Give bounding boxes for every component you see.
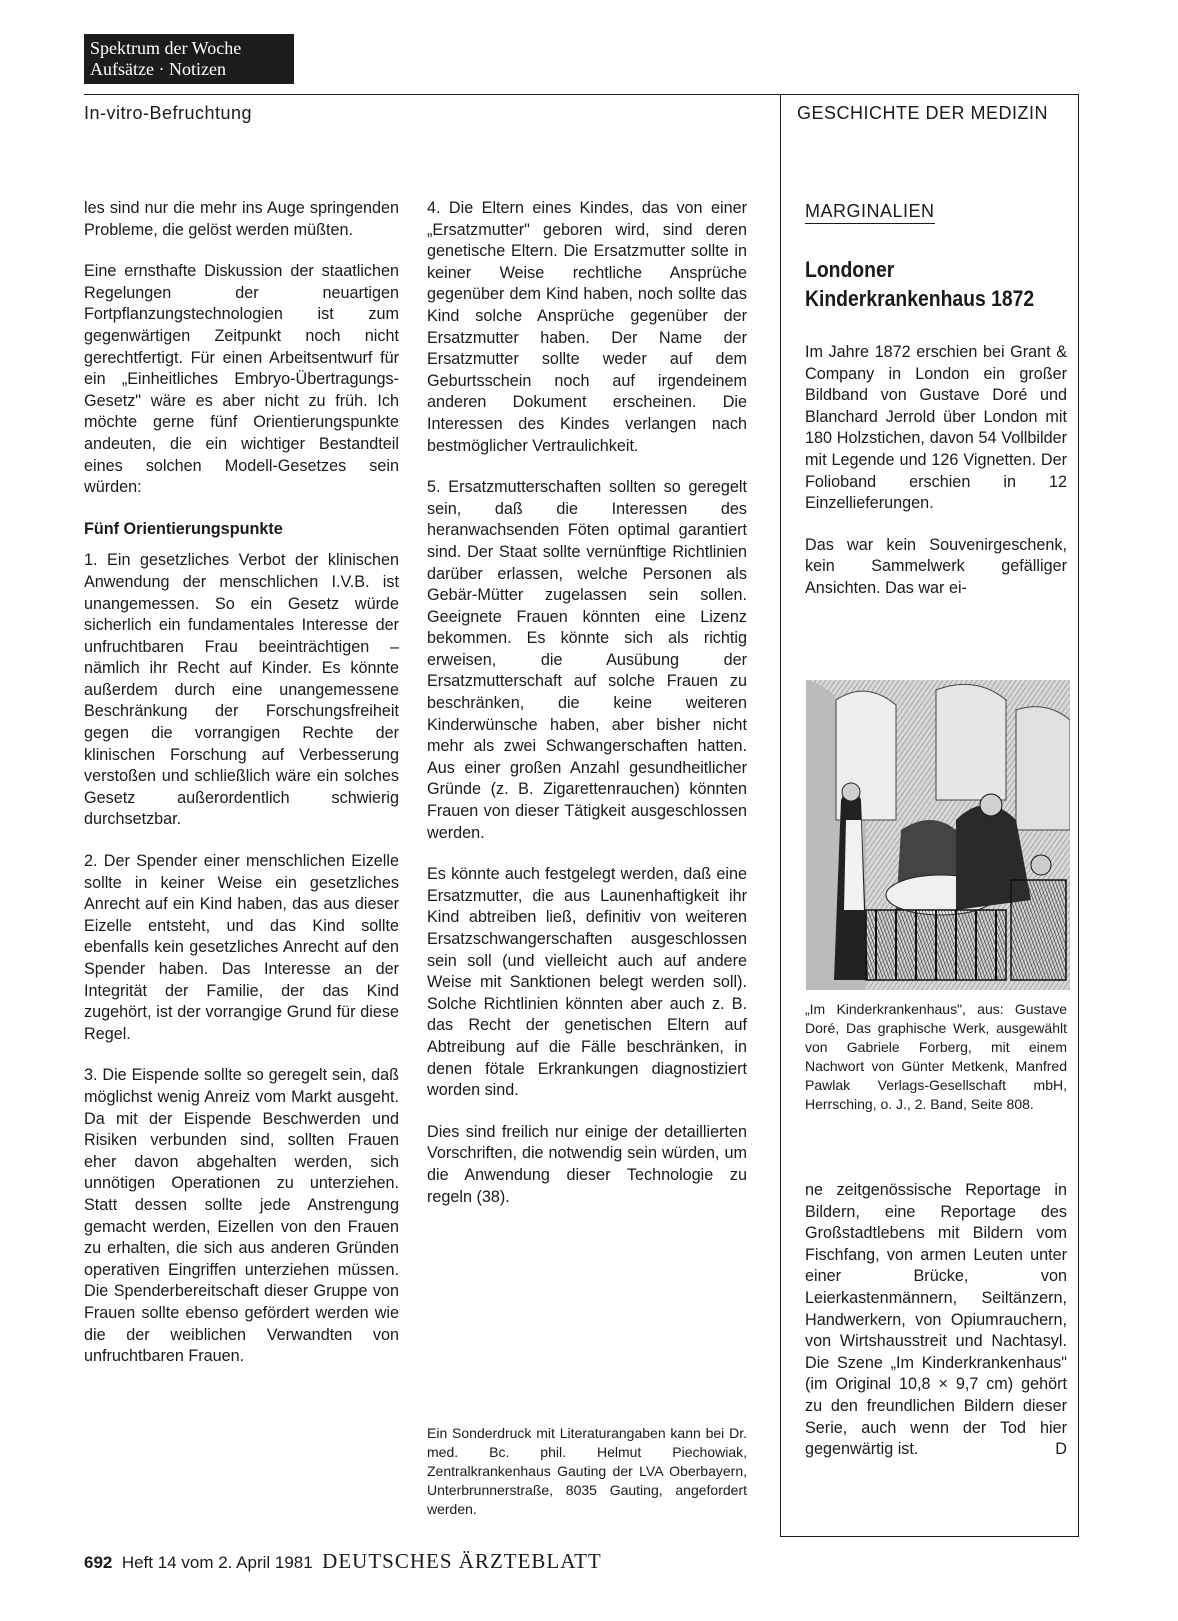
paragraph: Das war kein Souvenirgeschenk, kein Sammelwerk gefälliger Ansichten. Das war ei-: [805, 535, 1067, 597]
hospital-engraving-image: [806, 680, 1070, 990]
paragraph: [805, 1180, 1067, 1461]
sidebar-paragraph: ne zeitgenössische Reportage in Bildern, eine Reportage des Großstadtlebens mit Bildern vom Fischfang, von armen Leuten unter einer Brücke, von Leierkastenmännern, Seiltänzern, Handwerkern, von Opiumrauchern, von Wirtshausstreit und Nachtasyl. Die Szene „Im Kinderkrankenhaus" (im Original 10,8 × 9,7 cm) gehört zu den freundlichen Bildern dieser Serie, auch wenn der Tod hier gegenwärtig ist.: [805, 1181, 1067, 1459]
sidebar-label: MARGINALIEN: [805, 201, 935, 224]
paragraph: 4. Die Eltern eines Kindes, das von einer „Ersatzmutter" geboren wird, sind deren genetische Eltern. Die Ersatzmutter sollte in keiner Weise rechtliche Ansprüche gegenüber dem Kind haben, noch sollte das Kind solche Ansprüche gegenüber der Ersatzmutter haben. Der Name der Ersatzmutter sollte weder auf dem Geburtsschein noch auf irgendeinem anderen Dokument erscheinen. Die Interessen des Kindes verlangen nach bestmöglicher Vertraulichkeit.: [427, 199, 747, 455]
sidebar-title: [805, 255, 1043, 313]
author-signature: D: [1055, 1440, 1067, 1459]
section-badge-line2: Aufsätze · Notizen: [90, 59, 226, 79]
paragraph: les sind nur die mehr ins Auge springenden Probleme, die gelöst werden müßten.: [84, 199, 399, 239]
sidebar-title-line2: Kinderkrankenhaus 1872: [805, 286, 1035, 311]
sidebar-text-top: [805, 342, 1067, 620]
page-footer: [84, 1549, 602, 1574]
paragraph: 1. Ein gesetzliches Verbot der klinischen Anwendung der menschlichen I.V.B. ist unangemessen. So ein Gesetz würde sicherlich ein fundamentales Interesse der unfruchtbaren Frau beeinträchtigen – nämlich ihr Recht auf Kinder. Es könnte außerdem durch eine unangemessene Beschränkung der Forschungsfreiheit gegen die vorrangigen Rechte der klinischen Forschung auf Verbesserung verstoßen und schließlich wäre ein solches Gesetz außerordentlich schwierig durchsetzbar.: [84, 551, 399, 829]
topic-heading: In-vitro-Befruchtung: [84, 103, 253, 123]
reprint-footnote: Ein Sonderdruck mit Literaturangaben kann bei Dr. med. Bc. phil. Helmut Piechowiak, Zentralkrankenhaus Gauting der LVA Oberbayern, Unterbrunnerstraße, 8035 Gauting, angefordert werden.: [427, 1425, 747, 1517]
section-badge-line1: Spektrum der Woche: [90, 38, 242, 58]
paragraph: Es könnte auch festgelegt werden, daß eine Ersatzmutter, die aus Launenhaftigkeit ihr Kind abtreiben ließ, definitiv von weiteren Ersatzschwangerschaften ausgeschlossen sein soll (und vielleicht auch auf andere Weise mit Sanktionen belegt werden soll). Solche Richtlinien könnten aber auch z. B. das Recht der genetischen Eltern auf Abtreibung auf die Fälle beschränken, in denen fötale Erkrankungen diagnostiziert worden sind.: [427, 865, 747, 1100]
subheading: Fünf Orientierungspunkte: [84, 519, 283, 538]
section-badge: [84, 34, 294, 84]
magazine-name: DEUTSCHES ÄRZTEBLATT: [322, 1549, 602, 1573]
sidebar-text-bottom: [805, 1180, 1067, 1461]
paragraph: Eine ernsthafte Diskussion der staatlichen Regelungen der neuartigen Fortpflanzungstechnologien ist zum gegenwärtigen Zeitpunkt noch nicht gerechtfertigt. Für einen Arbeitsentwurf für ein „Einheitliches Embryo-Übertragungs-Gesetz" wäre es aber nicht zu früh. Ich möchte gerne fünf Orientierungspunkte andeuten, die ein wichtiger Bestandteil eines solchen Modell-Gesetzes sein würden:: [84, 262, 399, 497]
sidebar-title-line1: Londoner: [805, 257, 895, 282]
sidebar-section-head: GESCHICHTE DER MEDIZIN: [797, 103, 1049, 123]
issue-info: Heft 14 vom 2. April 1981: [121, 1553, 313, 1572]
paragraph: 2. Der Spender einer menschlichen Eizelle sollte in keiner Weise ein gesetzliches Anrecht auf ein Kind haben, das aus dieser Eizelle entsteht, und das Kind sollte ebenfalls kein gesetzliches Anrecht auf den Spender haben. Das Interesse an der Integrität der Familie, der das Kind zugehört, ist der vorrangige Grund für diese Regel.: [84, 852, 399, 1043]
article-column-2: [427, 198, 747, 1228]
article-column-1: [84, 198, 399, 1388]
paragraph: 3. Die Eispende sollte so geregelt sein, daß möglichst wenig Anreiz vom Markt ausgeht. Da mit der Eispende Beschwerden und Risiken verbunden sind, sollten Frauen eher davon abgehalten werden, sich unnötigen Operationen zu unterziehen. Statt dessen sollte jede Anstrengung gemacht werden, Eizellen von den Frauen zu erhalten, die sich aus anderen Gründen operativen Eingriffen unterziehen müssen. Die Spenderbereitschaft dieser Gruppe von Frauen sollte ebenso gefördert werden wie die der weiblichen Verwandten von unfruchtbaren Frauen.: [84, 1066, 399, 1366]
page-number: 692: [84, 1553, 113, 1572]
paragraph: Dies sind freilich nur einige der detaillierten Vorschriften, die notwendig sein würden, um die Anwendung dieser Technologie zu regeln (38).: [427, 1122, 747, 1206]
paragraph: Im Jahre 1872 erschien bei Grant & Company in London ein großer Bildband von Gustave Doré und Blanchard Jerrold über London mit 180 Holzstichen, davon 54 Vollbilder mit Legende und 126 Vignetten. Der Folioband erschien in 12 Einzellieferungen.: [805, 343, 1067, 513]
image-caption: „Im Kinderkrankenhaus", aus: Gustave Doré, Das graphische Werk, ausgewählt von Gabriele Forberg, mit einem Nachwort von Günter Metkenk, Manfred Pawlak Verlags-Gesellschaft mbH, Herrsching, o. J., 2. Band, Seite 808.: [805, 1001, 1067, 1112]
paragraph: 5. Ersatzmutterschaften sollten so geregelt sein, daß die Interessen des heranwachsenden Föten optimal garantiert sind. Der Staat sollte vernünftige Richtlinien darüber erlassen, welche Personen als Gebär-Mütter zugelassen sein sollen. Geeignete Frauen könnten eine Lizenz bekommen. Es könnte sich als richtig erweisen, die Ausübung der Ersatzmutterschaft auf solche Frauen zu beschränken, die keine weiteren Kinderwünsche haben, aber bisher nicht mehr als zwei Schwangerschaften hatten. Aus einer großen Anzahl gesundheitlicher Gründe (z. B. Zigarettenrauchen) könnten Frauen von dieser Tätigkeit ausgeschlossen werden.: [427, 478, 747, 842]
